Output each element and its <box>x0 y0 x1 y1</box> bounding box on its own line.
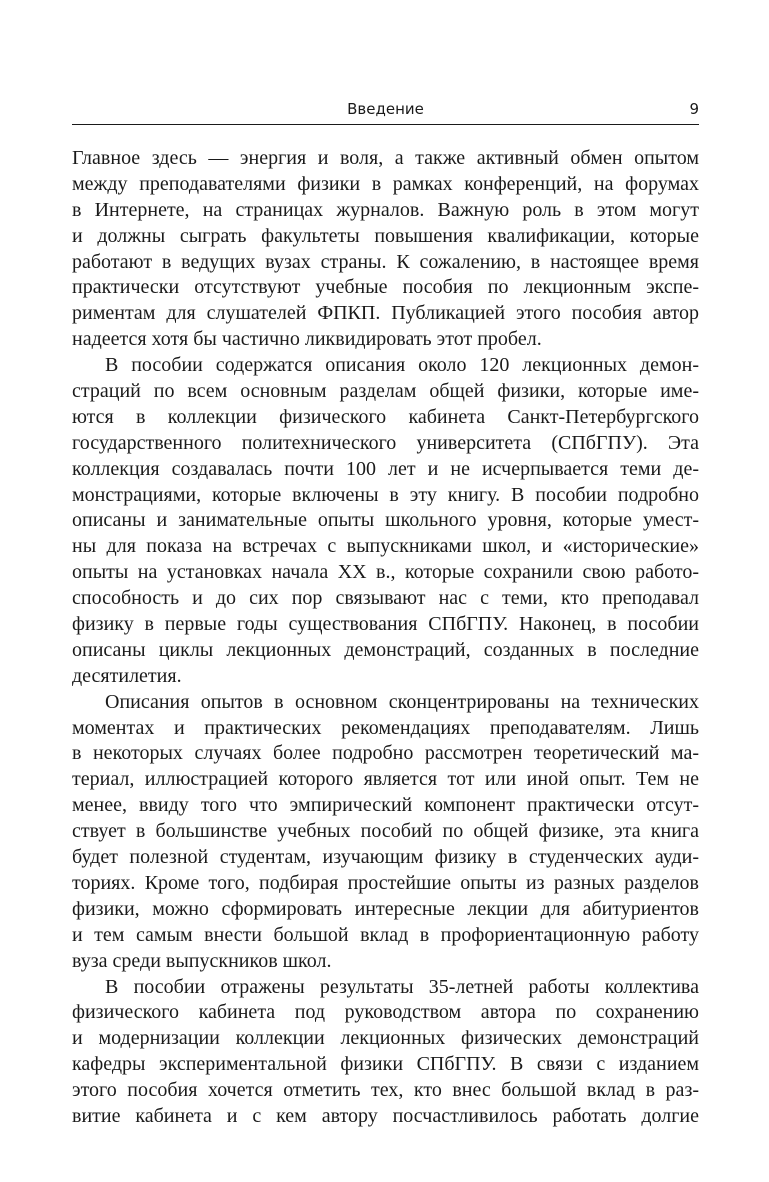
text-line: вуза среди выпускников школ. <box>72 949 332 972</box>
text-line: ствует в большинстве учебных пособий по общей физике, эта книга <box>72 820 699 843</box>
text-line: монстрациями, которые включены в эту книгу. В пособии подробно <box>72 483 699 506</box>
text-line: ны для показа на встречах с выпускниками школ, и «исторические» <box>72 535 699 558</box>
text-line: и тем самым внести большой вклад в профориентационную работу <box>72 923 699 946</box>
text-line: страций по всем основным разделам общей физики, которые име- <box>72 380 699 403</box>
text-line: ются в коллекции физического кабинета Санкт-Петербургского <box>72 405 699 428</box>
text-line: коллекция создавалась почти 100 лет и не исчерпывается теми де- <box>72 457 699 480</box>
text-line: опыты на установках начала XX в., которые сохранили свою работо- <box>72 561 699 584</box>
text-line: десятилетия. <box>72 664 182 687</box>
text-line: в некоторых случаях более подробно рассмотрен теоретический ма- <box>72 742 699 765</box>
text-line: витие кабинета и с кем автору посчастливилось работать долгие <box>72 1104 699 1127</box>
section-title: Введение <box>347 100 424 118</box>
text-line: описаны циклы лекционных демонстраций, созданных в последние <box>72 638 699 661</box>
text-line: кафедры экспериментальной физики СПбГПУ. В связи с изданием <box>72 1053 699 1076</box>
text-line: и должны сыграть факультеты повышения квалификации, которые <box>72 224 699 247</box>
text-line: физику в первые годы существования СПбГПУ. Наконец, в пособии <box>72 613 699 636</box>
running-header <box>72 98 699 125</box>
text-line: практически отсутствуют учебные пособия по лекционным экспе- <box>72 276 699 299</box>
text-line: В пособии содержатся описания около 120 лекционных демон- <box>105 354 699 377</box>
paragraph-1 <box>72 146 699 353</box>
text-line: описаны и занимательные опыты школьного уровня, которые умест- <box>72 509 699 532</box>
text-line: менее, ввиду того что эмпирический компонент практически отсут- <box>72 794 699 817</box>
text-line: и модернизации коллекции лекционных физических демонстраций <box>72 1027 699 1050</box>
text-line: риментам для слушателей ФПКП. Публикацией этого пособия автор <box>72 302 699 325</box>
paragraph-2 <box>72 353 699 690</box>
text-line: Описания опытов в основном сконцентрированы на технических <box>105 690 699 713</box>
text-line: надеется хотя бы частично ликвидировать этот пробел. <box>72 328 542 351</box>
text-line: работают в ведущих вузах страны. К сожалению, в настоящее время <box>72 250 699 273</box>
text-line: способность и до сих пор связывают нас с теми, кто преподавал <box>72 587 699 610</box>
text-line: В пособии отражены результаты 35-летней работы коллектива <box>105 975 699 998</box>
text-line: ториях. Кроме того, подбирая простейшие опыты из разных разделов <box>72 871 699 894</box>
text-line: государственного политехнического университета (СПбГПУ). Эта <box>72 431 699 454</box>
text-line: физики, можно сформировать интересные лекции для абитуриентов <box>72 897 699 920</box>
text-line: териал, иллюстрацией которого является тот или иной опыт. Тем не <box>72 768 699 791</box>
text-line: Главное здесь — энергия и воля, а также активный обмен опытом <box>72 147 699 169</box>
page-number: 9 <box>689 100 699 118</box>
text-line: физического кабинета под руководством автора по сохранению <box>72 1001 699 1024</box>
paragraph-3 <box>72 690 699 975</box>
text-line: моментах и практических рекомендациях преподавателям. Лишь <box>72 716 699 739</box>
text-line: будет полезной студентам, изучающим физику в студенческих ауди- <box>72 846 699 869</box>
text-line: между преподавателями физики в рамках конференций, на форумах <box>72 172 699 195</box>
paragraph-4 <box>72 975 699 1130</box>
text-line: этого пособия хочется отметить тех, кто внес большой вклад в раз- <box>72 1079 699 1102</box>
text-line: в Интернете, на страницах журналов. Важную роль в этом могут <box>72 198 699 221</box>
body-text <box>72 146 699 1130</box>
